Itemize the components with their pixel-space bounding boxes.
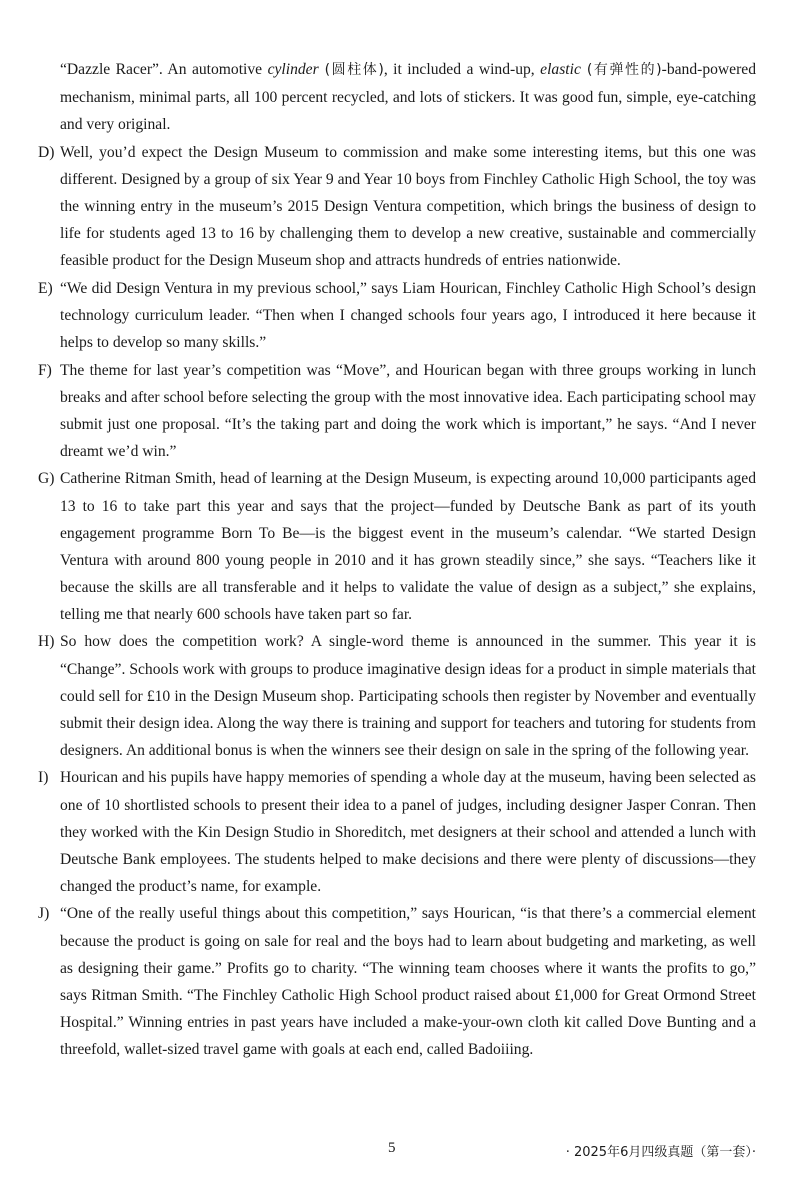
paragraph-text: Catherine Ritman Smith, head of learning at the Design Museum, is expecting around 10,000 participants aged 13 to 16 to take part this year and says that the project—funded by Deutsche Bank as part of its youth engagement programme Born To Be—is the biggest event in the museum’s calendar. “We started Design Ventura with around 800 young people in 2010 and it has grown steadily since,” she says. “Teachers like it because the skills are all transferable and it helps to validate the value of design as a subject,” she explains, telling me that nearly 600 schools have taken part so far. xyxy=(60,470,756,623)
paragraph-text: “One of the really useful things about this competition,” says Hourican, “is that there’s a commercial element because the product is going on sale for real and the boys had to learn about budgeting and marketing, as well as designing their game.” Profits go to charity. “The winning team chooses where it wants the profits to go,” says Ritman Smith. “The Finchley Catholic High School product raised about £1,000 for Great Ormond Street Hospital.” Winning entries in past years have included a make-your-own cloth kit called Dove Bunting and a threefold, wallet-sized travel game with goals at each end, called Badoiiing. xyxy=(60,905,756,1058)
text-run: , it included a wind-up, xyxy=(383,61,541,78)
paragraph-letter: H) xyxy=(38,633,55,651)
paragraph-letter: F) xyxy=(38,361,52,379)
reading-passage xyxy=(38,56,756,1063)
paragraph-letter: J) xyxy=(38,905,50,923)
paragraph-letter: I) xyxy=(38,769,49,787)
paragraph-c-continuation xyxy=(38,56,756,138)
chinese-gloss: (有弹性的) xyxy=(580,62,662,78)
paragraph-letter: G) xyxy=(38,470,55,488)
paragraph-text: Well, you’d expect the Design Museum to commission and make some interesting items, but this one was different. Designed by a group of six Year 9 and Year 10 boys from Finchley Catholic High School, the toy was the winning entry in the museum’s 2015 Design Ventura competition, which brings the business of design to life for students aged 13 to 16 by challenging them to develop a new creative, sustainable and commercially feasible product for the Design Museum shop and attracts hundreds of entries nationwide. xyxy=(60,143,756,270)
text-run: -band-powered mechanism, minimal parts, all 100 percent recycled, and lots of stickers. It was good fun, simple, eye-catching and very original. xyxy=(60,61,757,134)
paragraph-d xyxy=(38,139,756,274)
glossed-term-elastic: elastic xyxy=(540,61,581,78)
paragraph-text: The theme for last year’s competition was “Move”, and Hourican began with three groups working in lunch breaks and after school before selecting the group with the most innovative idea. Each participating school may submit just one proposal. “It’s the taking part and doing the work which is important,” he says. “And I never dreamt we’d win.” xyxy=(60,361,756,460)
glossed-term-cylinder: cylinder xyxy=(267,61,319,78)
paragraph-e xyxy=(38,275,756,356)
paragraph-text: “We did Design Ventura in my previous school,” says Liam Hourican, Finchley Catholic High School’s design technology curriculum leader. “Then when I changed schools four years ago, I introduced it here because it helps to develop so many skills.” xyxy=(60,279,756,351)
paragraph-h xyxy=(38,628,756,763)
paragraph-letter: D) xyxy=(38,143,55,161)
page-footer xyxy=(0,1140,800,1162)
paragraph-j xyxy=(38,900,756,1063)
paragraph-g xyxy=(38,465,756,628)
exam-title-label: · 2025年6月四级真题（第一套）· xyxy=(565,1145,756,1160)
paragraph-text: So how does the competition work? A single-word theme is announced in the summer. This year it is “Change”. Schools work with groups to produce imaginative design ideas for a product in simple materials that could sell for £10 in the Design Museum shop. Participating schools then register by November and eventually submit their design idea. Along the way there is training and support for teachers and tutoring for students from designers. An additional bonus is when the winners see their design on sale in the spring of the following year. xyxy=(60,633,756,759)
chinese-gloss: (圆柱体) xyxy=(318,62,384,78)
page-number: 5 xyxy=(388,1140,396,1156)
paragraph-f xyxy=(38,357,756,465)
paragraph-letter: E) xyxy=(38,279,53,297)
text-run: “Dazzle Racer”. An automotive xyxy=(60,61,268,78)
paragraph-text: Hourican and his pupils have happy memories of spending a whole day at the museum, having been selected as one of 10 shortlisted schools to present their idea to a panel of judges, including designer Jasper Conran. Then they worked with the Kin Design Studio in Shoreditch, met designers at their school and attended a lunch with Deutsche Bank employees. The students helped to make decisions and there were plenty of discussions—they changed the product’s name, for example. xyxy=(60,769,756,895)
paragraph-i xyxy=(38,764,756,899)
